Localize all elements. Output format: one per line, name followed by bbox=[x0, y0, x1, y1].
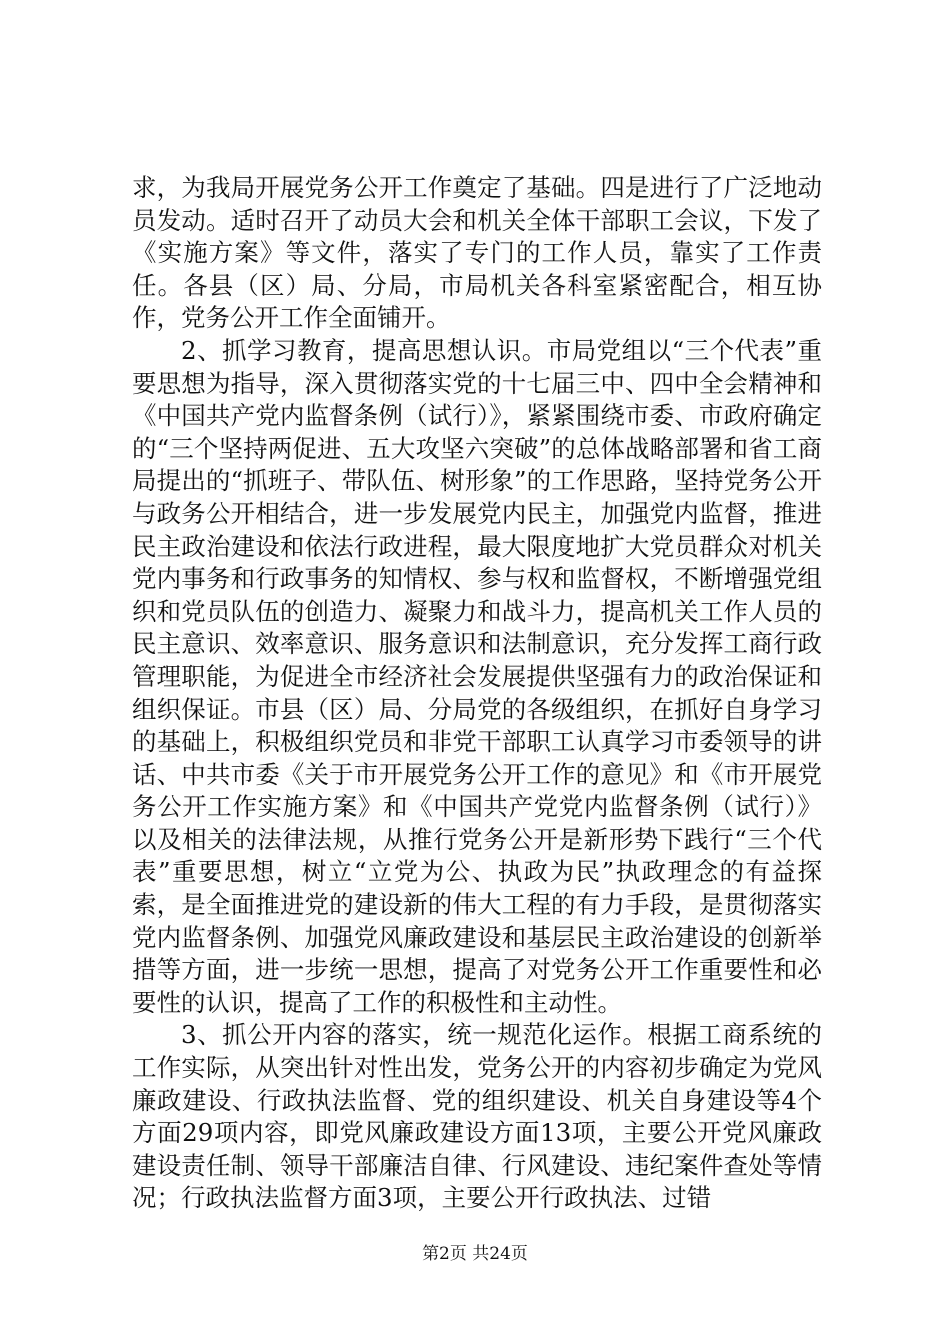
paragraph-study-education: 2、抓学习教育，提高思想认识。市局党组以“三个代表”重要思想为指导，深入贯彻落实党的十七届三中、四中全会精神和《中国共产党内监督条例（试行）》，紧紧围绕市委、市政府确定的“三个坚持两促进、五大攻坚六突破”的总体战略部署和省工商局提出的“抓班子、带队伍、树形象”的工作思路，坚持党务公开与政务公开相结合，进一步发展党内民主，加强党内监督，推进民主政治建设和依法行政进程，最大限度地扩大党员群众对机关党内事务和行政事务的知情权、参与权和监督权，不断增强党组织和党员队伍的创造力、凝聚力和战斗力，提高机关工作人员的民主意识、效率意识、服务意识和法制意识，充分发挥工商行政管理职能，为促进全市经济社会发展提供坚强有力的政治保证和组织保证。市县（区）局、分局党的各级组织，在抓好自身学习的基础上，积极组织党员和非党干部职工认真学习市委领导的讲话、中共市委《关于市开展党务公开工作的意见》和《市开展党务公开工作实施方案》和《中国共产党党内监督条例（试行）》以及相关的法律法规，从推行党务公开是新形势下践行“三个代表”重要思想，树立“立党为公、执政为民”执政理念的有益探索，是全面推进党的建设新的伟大工程的有力手段，是贯彻落实党内监督条例、加强党风廉政建设和基层民主政治建设的创新举措等方面，进一步统一思想，提高了对党务公开工作重要性和必要性的认识，提高了工作的积极性和主动性。 bbox=[132, 335, 822, 1017]
paragraph-content-implementation: 3、抓公开内容的落实，统一规范化运作。根据工商系统的工作实际，从突出针对性出发，党务公开的内容初步确定为党风廉政建设、行政执法监督、党的组织建设、机关自身建设等4个方面29项内容，即党风廉政建设方面13项，主要公开党风廉政建设责任制、领导干部廉洁自律、行风建设、违纪案件查处等情况；行政执法监督方面3项，主要公开行政执法、过错 bbox=[132, 1020, 822, 1213]
paragraph-continuation: 求，为我局开展党务公开工作奠定了基础。四是进行了广泛地动员发动。适时召开了动员大会和机关全体干部职工会议，下发了《实施方案》等文件，落实了专门的工作人员，靠实了工作责任。各县（区）局、分局，市局机关各科室紧密配合，相互协作，党务公开工作全面铺开。 bbox=[132, 173, 822, 333]
document-body bbox=[132, 172, 822, 1215]
page-number-footer: 第2页 共24页 bbox=[422, 1244, 528, 1264]
